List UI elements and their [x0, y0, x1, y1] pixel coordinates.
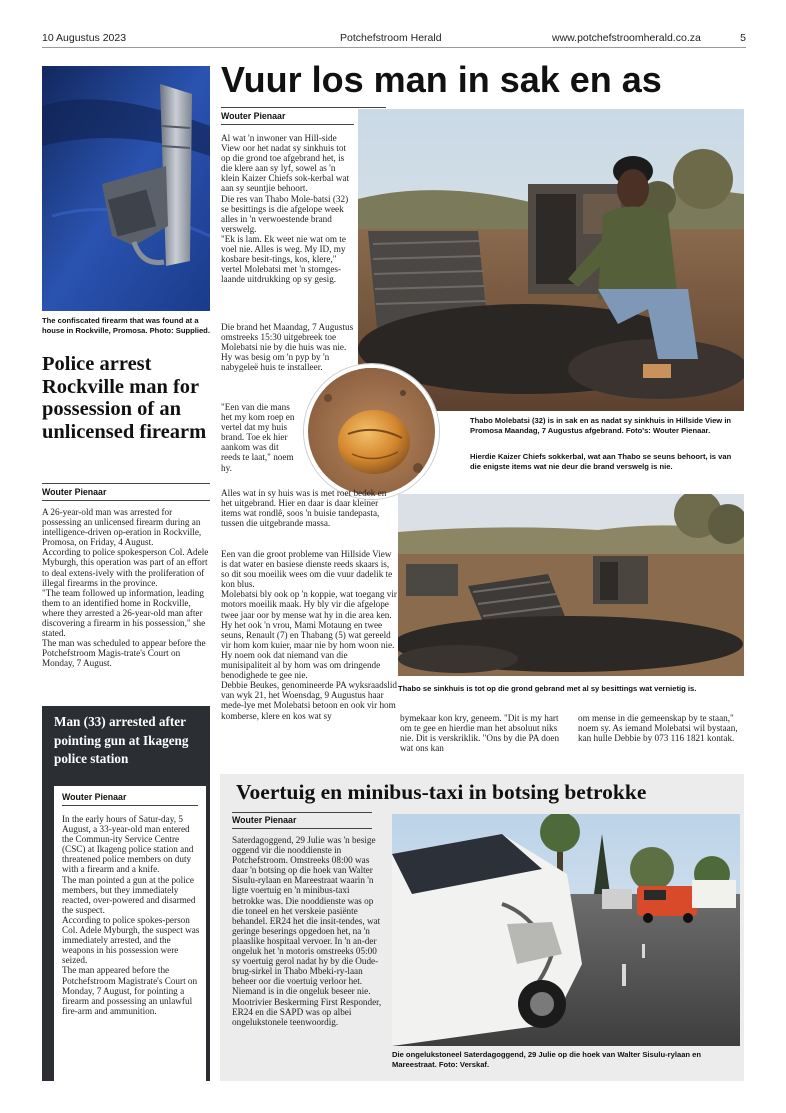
firearm-photo-caption: The confiscated firearm that was found at a house in Rockville, Promosa. Photo: Supplied.: [42, 316, 210, 335]
main-paragraph: Die res van Thabo Mole-batsi (32) se besittings is die afgelope week alles in 'n verwoestende brand verswelg.: [221, 193, 349, 234]
issue-date: 10 Augustus 2023: [42, 32, 127, 44]
sidebar-paragraph: The man appeared before the Potchefstroom Magistrate's Court on Monday, 7 August, for pointing a firearm and possessing an unlawful fire-arm and ammunition.: [62, 965, 198, 1016]
main-headline: Vuur los man in sak en as: [221, 59, 662, 100]
soccer-ball-inset-photo: [304, 364, 439, 499]
main-paragraph: Debbie Beukes, genomineerde PA wyksraadslid van wyk 21, het Woensdag, 9 Augustus haar mede-lye met Molebatsi betoon en ook vir hom komberse, klere en kos wat sy: [221, 680, 397, 721]
sidebar-byline: Wouter Pienaar: [62, 792, 127, 802]
main-paragraph: Hy noem ook dat niemand van die munisipaliteit al by hom was om dringende benodighede te gee nie.: [221, 649, 381, 681]
bottom-byline-rule: [232, 812, 372, 813]
burnt-shack-wide-photo: [398, 494, 744, 676]
main-body-column-1: [221, 133, 354, 284]
police-byline: Wouter Pienaar: [42, 487, 107, 497]
main-body-column-3: om mense in die gemeenskap by te staan," noem sy. As iemand Molebatsi wil bystaan, kan hulle Debbie by 073 116 1821 kontak.: [578, 713, 738, 744]
page-number: 5: [740, 32, 746, 44]
man-burnt-shack-photo: [358, 109, 744, 411]
main-paragraph: Alles wat in sy huis was is met roet bedek en het uitgebrand. Hier en daar is daar kleiner items wat rondlê, soos 'n buisie tandepasta, tussen die uitgebrande massa.: [221, 488, 387, 529]
main-byline: Wouter Pienaar: [221, 111, 286, 121]
pistol-icon: [42, 66, 210, 311]
police-paragraph: A 26-year-old man was arrested for possessing an unlicensed firearm during an intelligence-driven op-eration in Rockville, Promosa, on Friday, 4 August.: [42, 507, 202, 548]
header-divider: [42, 47, 746, 48]
police-byline-rule-bottom: [42, 500, 210, 501]
bottom-byline: Wouter Pienaar: [232, 815, 297, 825]
bottom-headline: Voertuig en minibus-taxi in botsing betrokke: [236, 780, 647, 804]
burnt-shack-caption: Thabo se sinkhuis is tot op die grond gebrand met al sy besittings wat vernietig is.: [398, 684, 697, 693]
main-body-column-1e: [221, 549, 397, 721]
main-paragraph: Een van die groot probleme van Hillside View is dat water en basiese dienste reeds skaars is, so dit sou moeilik wees om die vuur dadelik te kon blus.: [221, 549, 393, 590]
main-body-column-1b: [221, 322, 354, 372]
man-photo-caption: Thabo Molebatsi (32) is in sak en as nadat sy sinkhuis in Hillside View in Promosa Maandag, 7 Augustus afgebrand. Foto's: Wouter Pienaar.: [470, 416, 732, 435]
police-paragraph: According to police spokesperson Col. Adele Myburgh, this operation was part of an effort to deal extens-ively with the proliferation of illegal firearms in the province.: [42, 547, 209, 588]
bottom-byline-rule-bottom: [232, 828, 372, 829]
newspaper-name: Potchefstroom Herald: [340, 32, 442, 44]
police-paragraph: The man was scheduled to appear before the Potchefstroom Magis-trate's Court on Monday, 7 August.: [42, 638, 206, 669]
police-headline: Police arrest Rockville man for possession of an unlicensed firearm: [42, 353, 207, 443]
sidebar-byline-rule: [62, 805, 198, 806]
car-crash-icon: [392, 814, 740, 1046]
crash-photo-caption: Die ongelukstoneel Saterdagoggend, 29 Julie op die hoek van Walter Sisulu-rylaan en Mareestraat. Foto: Verskaf.: [392, 1050, 702, 1069]
sidebar-body: [62, 814, 200, 1016]
main-paragraph: "Ek is lam. Ek weet nie wat om te voel nie. Alles is weg. My ID, my kosbare besit-tings, kos, klere," vertel Molebatsi met 'n stomges-laande uitdrukking op sy gesig.: [221, 233, 346, 285]
soccer-ball-caption: Hierdie Kaizer Chiefs sokkerbal, wat aan Thabo se seuns behoort, is van die enigste items wat nie deur die brand verswelg is nie.: [470, 452, 732, 471]
main-body-column-2: bymekaar kon kry, geneem. "Dit is my hart om te gee en hierdie man het absoluut niks nie. Dit is verskriklik. "Ons by die PA doen wat ons kan: [400, 713, 560, 754]
police-paragraph: "The team followed up information, leading them to an identified home in Rockville, where they arrested a 26-year-old man after discovering a firearm in his possession," she stated.: [42, 587, 206, 639]
main-body-column-1c: [221, 402, 299, 473]
main-byline-rule-bottom: [221, 124, 354, 125]
page-header: [42, 32, 746, 46]
website-link[interactable]: www.potchefstroomherald.co.za: [552, 32, 701, 44]
main-paragraph: "Een van die mans het my kom roep en vertel dat my huis brand. Toe ek hier aankom was dit reeds te laat," noem hy.: [221, 402, 295, 473]
main-byline-rule: [221, 107, 386, 108]
sidebar-paragraph: According to police spokes-person Col. Adele Myburgh, the suspect was immediately arrested, and the weapons in his possession were seized.: [62, 914, 200, 966]
main-paragraph: Die brand het Maandag, 7 Augustus omstreeks 15:30 uitgebreek toe Molebatsi nie by die huis was nie. Hy was besig om 'n pyp by 'n nabygeleë huis te installeer.: [221, 322, 354, 373]
firearm-photo: [42, 66, 210, 311]
burnt-site-icon: [398, 494, 744, 676]
sidebar-headline: Man (33) arrested after pointing gun at Ikageng police station: [54, 714, 189, 766]
sidebar-paragraph: In the early hours of Satur-day, 5 August, a 33-year-old man entered the Commun-ity Service Centre (CSC) at Ikageng police station and threatened police members on duty with a firearm and a knife.: [62, 814, 194, 875]
main-paragraph: Molebatsi bly ook op 'n koppie, wat toegang vir motors moeilik maak. Hy bly vir die afgelope twee jaar oor by mense wat hy in die area ken. Hy het ook 'n vrou, Mami Motaung en twee seuns, Renault (7) en Thabang (5) wat gereeld vir hom kom kuier, maar nie by hom woon nie.: [221, 589, 397, 650]
main-body-column-1d: [221, 488, 397, 528]
bottom-body: Saterdagoggend, 29 Julie was 'n besige oggend vir die nooddienste in Potchefstroom. Omstreeks 08:00 was daar 'n botsing op die hoek van Walter Sisulu-rylaan en Mareestraat waarin 'n ligte voertuig en 'n minibus-taxi betrokke was. Die nooddienste was op die toneel en het verskeie pasiënte behandel. ER24 het die insit-tendes, wat geringe beserings opgedoen het, na 'n plaaslike hospitaal vervoer. In 'n an-der ongeluk het 'n motoris omstreeks 05:00 sy voertuig gerol nadat hy by die Oude-brug-sirkel in Thabo Mbeki-ry-laan beheer oor die voertuig verloor het. Niemand is in die ongeluk beseer nie. Mootrivier Beskerming First Responder, ER24 en die SAPD was op albei ongelukstonele teenwoordig.: [232, 835, 382, 1027]
soccer-ball-icon: [308, 368, 439, 499]
burnt-shack-scene-icon: [358, 109, 744, 411]
police-byline-rule: [42, 483, 210, 484]
sidebar-paragraph: The man pointed a gun at the police members, but they immediately reacted, over-powered and disarmed the suspect.: [62, 874, 196, 915]
crash-scene-photo: [392, 814, 740, 1046]
police-body: [42, 507, 210, 669]
main-paragraph: Al wat 'n inwoner van Hill-side View oor het nadat sy sinkhuis tot op die grond toe afgebrand het, is die klere aan sy lyf, sowel as 'n klein Kaizer Chiefs sok-kerbal wat aan sy seuntjie behoort.: [221, 133, 350, 194]
